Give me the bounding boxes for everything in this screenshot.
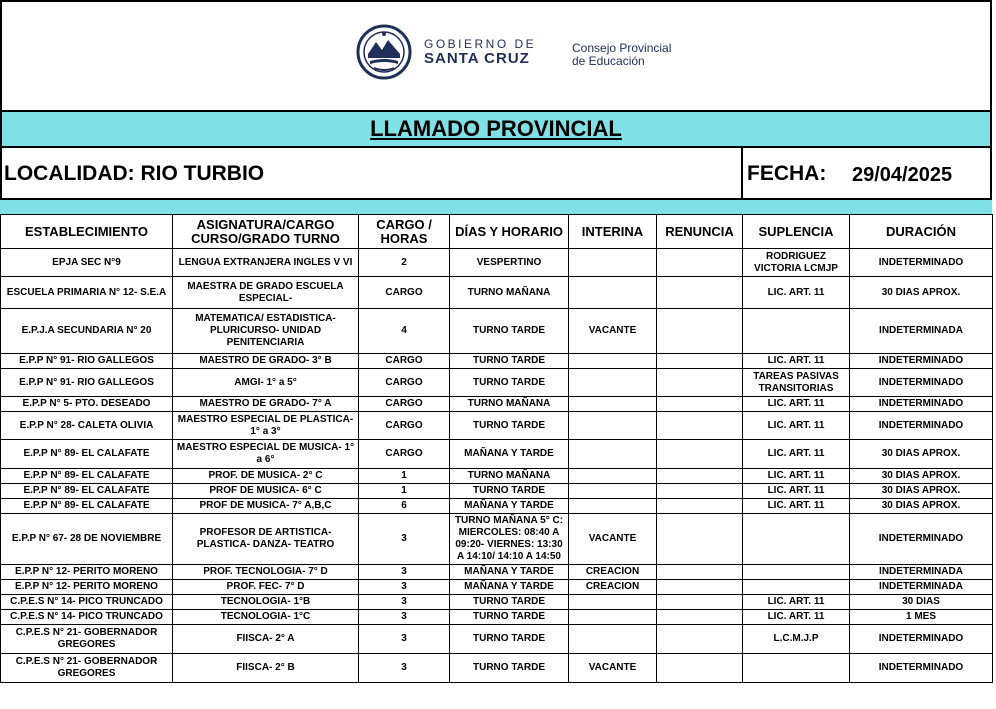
table-row — [1, 499, 993, 514]
table-cell: C.P.E.S N° 21- GOBERNADOR GREGORES — [1, 654, 173, 683]
table-cell — [569, 469, 657, 484]
council-line1: Consejo Provincial — [572, 41, 672, 55]
table-cell: 3 — [359, 514, 450, 565]
table-cell: LIC. ART. 11 — [743, 595, 850, 610]
table-cell: TAREAS PASIVAS TRANSITORIAS — [743, 369, 850, 397]
table-cell: TECNOLOGIA- 1°C — [173, 610, 359, 625]
table-cell — [743, 565, 850, 580]
table-cell — [569, 440, 657, 469]
table-cell: E.P.P N° 67- 28 DE NOVIEMBRE — [1, 514, 173, 565]
table-cell — [569, 610, 657, 625]
table-cell — [657, 412, 743, 440]
table-cell: 4 — [359, 309, 450, 354]
table-cell: 30 DIAS APROX. — [850, 499, 993, 514]
table-cell: 3 — [359, 565, 450, 580]
table-cell: TECNOLOGIA- 1°B — [173, 595, 359, 610]
table-cell: LIC. ART. 11 — [743, 440, 850, 469]
table-cell: INDETERMINADO — [850, 625, 993, 654]
table-cell: C.P.E.S N° 21- GOBERNADOR GREGORES — [1, 625, 173, 654]
table-row — [1, 440, 993, 469]
table-cell: INDETERMINADO — [850, 397, 993, 412]
table-cell: 30 DIAS — [850, 595, 993, 610]
table-cell: 3 — [359, 595, 450, 610]
table-cell: 1 — [359, 484, 450, 499]
table-cell: 6 — [359, 499, 450, 514]
table-cell: E.P.P N° 12- PERITO MORENO — [1, 565, 173, 580]
table-cell — [657, 309, 743, 354]
table-row — [1, 580, 993, 595]
government-logo — [356, 24, 536, 80]
column-header: DURACIÓN — [850, 215, 993, 249]
table-cell — [569, 397, 657, 412]
table-cell: LIC. ART. 11 — [743, 277, 850, 309]
table-cell: PROF. DE MUSICA- 2° C — [173, 469, 359, 484]
table-cell: LIC. ART. 11 — [743, 397, 850, 412]
table-cell: INDETERMINADA — [850, 309, 993, 354]
table-cell: E.P.P N° 5- PTO. DESEADO — [1, 397, 173, 412]
localidad-label: LOCALIDAD: RIO TURBIO — [4, 162, 265, 185]
column-header: RENUNCIA — [657, 215, 743, 249]
table-cell — [569, 277, 657, 309]
table-row — [1, 595, 993, 610]
table-cell: TURNO TARDE — [450, 309, 569, 354]
table-row — [1, 610, 993, 625]
table-cell: 3 — [359, 654, 450, 683]
table-cell: PROFESOR DE ARTISTICA- PLASTICA- DANZA- TEATRO — [173, 514, 359, 565]
table-cell: PROF DE MUSICA- 6° C — [173, 484, 359, 499]
table-cell: INDETERMINADA — [850, 565, 993, 580]
table-cell: FIISCA- 2° A — [173, 625, 359, 654]
table-cell — [657, 249, 743, 277]
table-cell — [657, 565, 743, 580]
table-row — [1, 249, 993, 277]
table-cell: PROF DE MUSICA- 7° A,B,C — [173, 499, 359, 514]
table-cell — [657, 440, 743, 469]
table-cell: TURNO MAÑANA — [450, 277, 569, 309]
table-row — [1, 625, 993, 654]
table-cell: VACANTE — [569, 514, 657, 565]
table-cell: TURNO TARDE — [450, 412, 569, 440]
table-cell — [657, 354, 743, 369]
table-cell: VESPERTINO — [450, 249, 569, 277]
table-cell: PROF. TECNOLOGIA- 7° D — [173, 565, 359, 580]
location-divider — [741, 148, 743, 198]
table-cell: CARGO — [359, 397, 450, 412]
table-cell: E.P.P N° 12- PERITO MORENO — [1, 580, 173, 595]
table-cell: 2 — [359, 249, 450, 277]
table-cell: MAÑANA Y TARDE — [450, 499, 569, 514]
table-cell: TURNO TARDE — [450, 625, 569, 654]
table-cell — [657, 654, 743, 683]
table-cell: INDETERMINADO — [850, 249, 993, 277]
table-cell: TURNO MAÑANA — [450, 469, 569, 484]
table-row — [1, 484, 993, 499]
table-cell — [569, 499, 657, 514]
table-cell: LIC. ART. 11 — [743, 469, 850, 484]
table-row — [1, 412, 993, 440]
column-header: CARGO / HORAS — [359, 215, 450, 249]
table-cell — [569, 484, 657, 499]
table-cell — [569, 595, 657, 610]
table-cell: C.P.E.S N° 14- PICO TRUNCADO — [1, 610, 173, 625]
column-header: INTERINA — [569, 215, 657, 249]
column-header: SUPLENCIA — [743, 215, 850, 249]
table-cell: MAESTRO DE GRADO- 7° A — [173, 397, 359, 412]
table-cell — [569, 625, 657, 654]
column-header: DÍAS Y HORARIO — [450, 215, 569, 249]
table-row — [1, 354, 993, 369]
table-cell: VACANTE — [569, 309, 657, 354]
table-cell: 30 DIAS APROX. — [850, 484, 993, 499]
table-cell — [743, 580, 850, 595]
table-cell: PROF. FEC- 7° D — [173, 580, 359, 595]
table-row — [1, 565, 993, 580]
table-cell: LIC. ART. 11 — [743, 354, 850, 369]
table-cell: TURNO TARDE — [450, 369, 569, 397]
table-cell: MAÑANA Y TARDE — [450, 580, 569, 595]
table-cell: CARGO — [359, 354, 450, 369]
table-cell: CARGO — [359, 412, 450, 440]
table-row — [1, 469, 993, 484]
table-row — [1, 309, 993, 354]
table-cell: MAESTRA DE GRADO ESCUELA ESPECIAL- — [173, 277, 359, 309]
table-cell: ESCUELA PRIMARIA N° 12- S.E.A — [1, 277, 173, 309]
table-cell — [743, 514, 850, 565]
table-row — [1, 514, 993, 565]
table-cell: E.P.J.A SECUNDARIA N° 20 — [1, 309, 173, 354]
table-row — [1, 369, 993, 397]
table-cell: LIC. ART. 11 — [743, 412, 850, 440]
table-cell: E.P.P N° 89- EL CALAFATE — [1, 440, 173, 469]
table-cell — [657, 580, 743, 595]
table-cell: CREACION — [569, 580, 657, 595]
table-cell: RODRIGUEZ VICTORIA LCMJP — [743, 249, 850, 277]
council-line2: de Educación — [572, 54, 645, 68]
table-cell: TURNO MAÑANA — [450, 397, 569, 412]
table-cell: LIC. ART. 11 — [743, 499, 850, 514]
table-header-row — [1, 215, 993, 249]
table-cell: E.P.P N° 28- CALETA OLIVIA — [1, 412, 173, 440]
table-cell: 3 — [359, 610, 450, 625]
table-cell — [569, 369, 657, 397]
table-cell: 1 — [359, 469, 450, 484]
table-cell: E.P.P N° 89- EL CALAFATE — [1, 484, 173, 499]
provincial-seal-icon — [356, 24, 412, 80]
table-row — [1, 654, 993, 683]
title-band — [0, 110, 992, 148]
table-cell: VACANTE — [569, 654, 657, 683]
table-cell: LIC. ART. 11 — [743, 484, 850, 499]
table-cell — [657, 469, 743, 484]
table-cell: L.C.M.J.P — [743, 625, 850, 654]
table-cell: TURNO TARDE — [450, 610, 569, 625]
table-cell — [657, 397, 743, 412]
table-cell — [569, 412, 657, 440]
table-cell: CARGO — [359, 440, 450, 469]
table-cell: INDETERMINADO — [850, 369, 993, 397]
table-cell: 30 DIAS APROX. — [850, 440, 993, 469]
table-cell: TURNO TARDE — [450, 595, 569, 610]
council-name — [572, 42, 671, 68]
location-row — [0, 148, 992, 200]
table-cell: EPJA SEC N°9 — [1, 249, 173, 277]
table-cell — [657, 625, 743, 654]
gov-title-line2: SANTA CRUZ — [424, 50, 530, 67]
table-cell: MATEMATICA/ ESTADISTICA- PLURICURSO- UNIDAD PENITENCIARIA — [173, 309, 359, 354]
table-cell: 1 MES — [850, 610, 993, 625]
table-cell: TURNO MAÑANA 5° C: MIERCOLES: 08:40 A 09:20- VIERNES: 13:30 A 14:10/ 14:10 A 14:50 — [450, 514, 569, 565]
table-cell — [743, 654, 850, 683]
table-cell: INDETERMINADO — [850, 514, 993, 565]
table-cell: INDETERMINADO — [850, 654, 993, 683]
table-cell: 30 DIAS APROX. — [850, 277, 993, 309]
table-cell — [657, 369, 743, 397]
table-cell: INDETERMINADO — [850, 354, 993, 369]
table-cell: LIC. ART. 11 — [743, 610, 850, 625]
table-cell: CREACION — [569, 565, 657, 580]
positions-table — [0, 214, 993, 683]
table-cell — [743, 309, 850, 354]
table-cell: LENGUA EXTRANJERA INGLES V VI — [173, 249, 359, 277]
table-cell: TURNO TARDE — [450, 484, 569, 499]
page-title: LLAMADO PROVINCIAL — [370, 116, 622, 141]
table-cell — [657, 277, 743, 309]
table-cell: MAESTRO ESPECIAL DE MUSICA- 1° a 6° — [173, 440, 359, 469]
table-cell: INDETERMINADO — [850, 412, 993, 440]
table-cell: E.P.P N° 89- EL CALAFATE — [1, 469, 173, 484]
header — [0, 0, 992, 110]
fecha-value: 29/04/2025 — [852, 164, 953, 186]
table-cell: INDETERMINADA — [850, 580, 993, 595]
table-cell — [657, 514, 743, 565]
table-cell — [657, 595, 743, 610]
table-cell — [569, 354, 657, 369]
table-cell: FIISCA- 2° B — [173, 654, 359, 683]
table-cell: C.P.E.S N° 14- PICO TRUNCADO — [1, 595, 173, 610]
table-cell: TURNO TARDE — [450, 354, 569, 369]
table-row — [1, 277, 993, 309]
table-row — [1, 397, 993, 412]
table-cell — [657, 610, 743, 625]
fecha-label: FECHA: — [747, 162, 827, 185]
table-cell: MAÑANA Y TARDE — [450, 440, 569, 469]
table-cell: CARGO — [359, 369, 450, 397]
table-cell: MAESTRO ESPECIAL DE PLASTICA- 1° a 3° — [173, 412, 359, 440]
table-cell: 30 DIAS APROX. — [850, 469, 993, 484]
spacer-band — [0, 200, 992, 214]
table-cell: CARGO — [359, 277, 450, 309]
table-cell: MAÑANA Y TARDE — [450, 565, 569, 580]
table-cell: MAESTRO DE GRADO- 3° B — [173, 354, 359, 369]
table-cell — [569, 249, 657, 277]
gov-title-line1: GOBIERNO DE — [424, 37, 537, 51]
table-cell: E.P.P N° 91- RIO GALLEGOS — [1, 369, 173, 397]
table-cell: E.P.P N° 91- RIO GALLEGOS — [1, 354, 173, 369]
table-cell: E.P.P N° 89- EL CALAFATE — [1, 499, 173, 514]
table-cell: AMGI- 1° a 5° — [173, 369, 359, 397]
table-cell — [657, 499, 743, 514]
column-header: ESTABLECIMIENTO — [1, 215, 173, 249]
table-cell: TURNO TARDE — [450, 654, 569, 683]
column-header: ASIGNATURA/CARGO CURSO/GRADO TURNO — [173, 215, 359, 249]
table-cell — [657, 484, 743, 499]
table-cell: 3 — [359, 625, 450, 654]
table-cell: 3 — [359, 580, 450, 595]
